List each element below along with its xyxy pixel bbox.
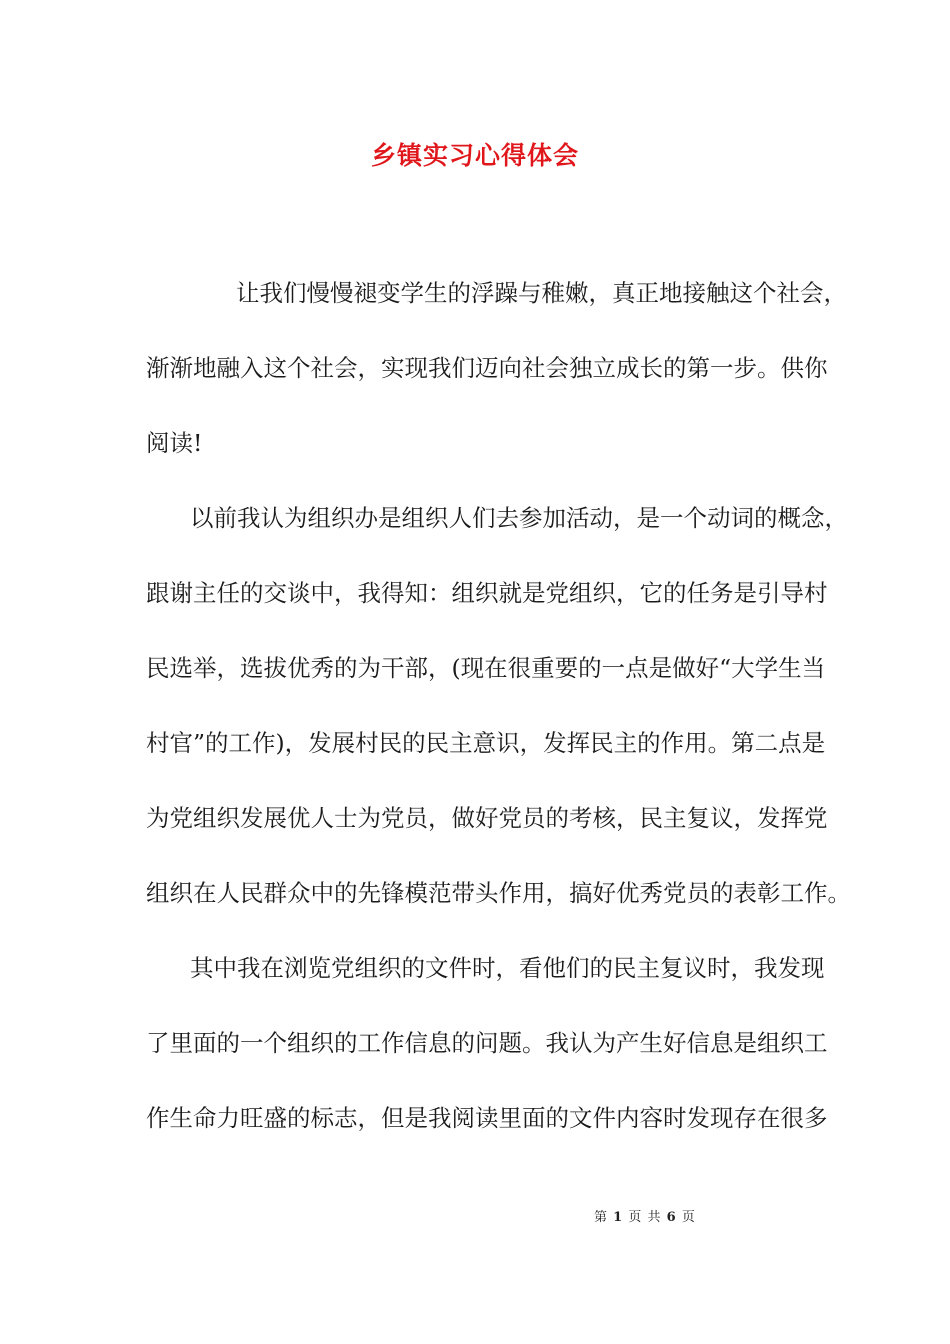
text-line: 阅读! bbox=[146, 429, 203, 457]
text-line: 跟谢主任的交谈中，我得知：组织就是党组织，它的任务是引导村 bbox=[146, 579, 828, 607]
current-page-number: 1 bbox=[613, 1210, 624, 1225]
text-line: 为党组织发展优人士为党员，做好党员的考核，民主复议，发挥党 bbox=[146, 804, 828, 832]
page-number-footer bbox=[594, 1206, 696, 1225]
page-title: 乡镇实习心得体会 bbox=[370, 141, 579, 170]
text-line: 了里面的一个组织的工作信息的问题。我认为产生好信息是组织工 bbox=[146, 1029, 828, 1057]
text-line: 民选举，选拔优秀的为干部，(现在很重要的一点是做好“大学生当 bbox=[146, 654, 826, 682]
text-line: 渐渐地融入这个社会，实现我们迈向社会独立成长的第一步。供你 bbox=[146, 354, 828, 382]
text-line: 其中我在浏览党组织的文件时，看他们的民主复议时，我发现 bbox=[190, 954, 825, 982]
text-line: 以前我认为组织办是组织人们去参加活动，是一个动词的概念， bbox=[190, 504, 848, 532]
footer-prefix: 第 bbox=[594, 1210, 609, 1225]
text-line: 让我们慢慢褪变学生的浮躁与稚嫩，真正地接触这个社会， bbox=[236, 279, 847, 307]
total-page-number: 6 bbox=[666, 1210, 677, 1225]
text-line: 组织在人民群众中的先锋模范带头作用，搞好优秀党员的表彰工作。 bbox=[146, 879, 851, 907]
text-line: 作生命力旺盛的标志，但是我阅读里面的文件内容时发现存在很多 bbox=[146, 1104, 828, 1132]
footer-middle: 页 共 bbox=[628, 1210, 662, 1225]
text-line: 村官”的工作)，发展村民的民主意识，发挥民主的作用。第二点是 bbox=[146, 729, 826, 757]
footer-suffix: 页 bbox=[681, 1210, 696, 1225]
